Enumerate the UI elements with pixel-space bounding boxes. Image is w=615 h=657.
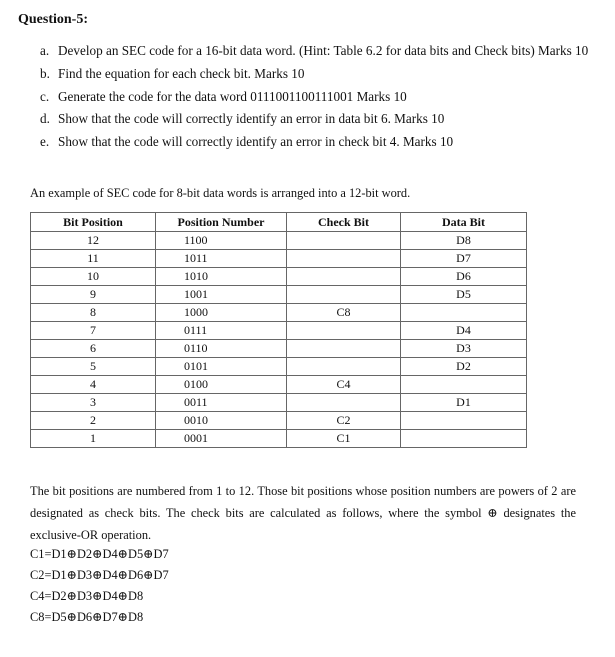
header-position-number: Position Number: [156, 213, 287, 232]
table-header-row: [31, 213, 527, 232]
cell-bit-position: 8: [31, 304, 156, 322]
cell-bit-position: 5: [31, 358, 156, 376]
cell-bit-position: 6: [31, 340, 156, 358]
cell-check-bit: [287, 358, 401, 376]
list-item: [40, 108, 588, 131]
table-intro: An example of SEC code for 8-bit data words is arranged into a 12-bit word.: [30, 186, 411, 200]
cell-data-bit: [401, 304, 527, 322]
cell-position-number: 0110: [156, 340, 287, 358]
cell-position-number: 0111: [156, 322, 287, 340]
cell-data-bit: D4: [401, 322, 527, 340]
cell-data-bit: D8: [401, 232, 527, 250]
page-title: Question-5:: [18, 12, 88, 27]
cell-bit-position: 9: [31, 286, 156, 304]
cell-position-number: 0100: [156, 376, 287, 394]
item-text: Show that the code will correctly identify an error in check bit 4. Marks 10: [58, 134, 454, 150]
cell-check-bit: [287, 340, 401, 358]
cell-check-bit: C4: [287, 376, 401, 394]
cell-check-bit: [287, 250, 401, 268]
item-text: Find the equation for each check bit. Marks 10: [58, 65, 305, 81]
item-text: Show that the code will correctly identify an error in data bit 6. Marks 10: [58, 111, 445, 127]
table-row: [31, 412, 527, 430]
table-row: [31, 358, 527, 376]
cell-data-bit: [401, 430, 527, 448]
cell-check-bit: [287, 268, 401, 286]
cell-bit-position: 1: [31, 430, 156, 448]
table-row: [31, 394, 527, 412]
table-row: [31, 268, 527, 286]
cell-position-number: 1011: [156, 250, 287, 268]
header-bit-position: Bit Position: [31, 213, 156, 232]
cell-check-bit: C2: [287, 412, 401, 430]
cell-check-bit: [287, 322, 401, 340]
cell-data-bit: D2: [401, 358, 527, 376]
cell-position-number: 1001: [156, 286, 287, 304]
cell-data-bit: [401, 376, 527, 394]
sec-code-table: [30, 212, 527, 448]
list-item: [40, 63, 588, 86]
cell-position-number: 0101: [156, 358, 287, 376]
cell-data-bit: D7: [401, 250, 527, 268]
cell-check-bit: [287, 286, 401, 304]
cell-position-number: 0011: [156, 394, 287, 412]
header-check-bit: Check Bit: [287, 213, 401, 232]
table-row: [31, 286, 527, 304]
equation-c1: C1=D1⊕D2⊕D4⊕D5⊕D7: [30, 547, 169, 561]
cell-bit-position: 2: [31, 412, 156, 430]
item-text: Generate the code for the data word 0111001100111001 Marks 10: [58, 88, 407, 104]
question-list: [40, 40, 588, 154]
equation-c8: C8=D5⊕D6⊕D7⊕D8: [30, 610, 144, 624]
item-letter: d.: [40, 111, 50, 127]
cell-data-bit: D6: [401, 268, 527, 286]
table-row: [31, 304, 527, 322]
item-text: Develop an SEC code for a 16-bit data word. (Hint: Table 6.2 for data bits and Check bits) Marks 10: [58, 43, 589, 58]
cell-position-number: 1000: [156, 304, 287, 322]
list-item: [40, 131, 588, 154]
table-row: [31, 322, 527, 340]
cell-check-bit: C8: [287, 304, 401, 322]
list-item: [40, 86, 588, 109]
item-letter: b.: [40, 65, 50, 81]
cell-data-bit: D3: [401, 340, 527, 358]
cell-data-bit: D5: [401, 286, 527, 304]
cell-bit-position: 11: [31, 250, 156, 268]
item-letter: c.: [40, 88, 50, 104]
table-row: [31, 340, 527, 358]
cell-data-bit: D1: [401, 394, 527, 412]
equation-c4: C4=D2⊕D3⊕D4⊕D8: [30, 589, 144, 603]
item-letter: e.: [40, 134, 50, 150]
list-item: [40, 40, 588, 63]
cell-position-number: 0010: [156, 412, 287, 430]
cell-check-bit: [287, 232, 401, 250]
item-letter: a.: [40, 43, 50, 58]
cell-bit-position: 7: [31, 322, 156, 340]
table-row: [31, 430, 527, 448]
cell-bit-position: 12: [31, 232, 156, 250]
explanation-paragraph: The bit positions are numbered from 1 to 12. Those bit positions whose position numbers are powers of 2 are designated as check bits. The check bits are calculated as follows, where the symbol ⊕ designates the exclusive-OR operation.: [30, 484, 576, 542]
cell-check-bit: [287, 394, 401, 412]
cell-bit-position: 10: [31, 268, 156, 286]
cell-position-number: 0001: [156, 430, 287, 448]
table-row: [31, 376, 527, 394]
check-bit-equations: [30, 544, 169, 628]
cell-position-number: 1010: [156, 268, 287, 286]
cell-check-bit: C1: [287, 430, 401, 448]
equation-c2: C2=D1⊕D3⊕D4⊕D6⊕D7: [30, 568, 169, 582]
header-data-bit: Data Bit: [401, 213, 527, 232]
cell-data-bit: [401, 412, 527, 430]
table-row: [31, 232, 527, 250]
cell-bit-position: 4: [31, 376, 156, 394]
table-row: [31, 250, 527, 268]
cell-position-number: 1100: [156, 232, 287, 250]
cell-bit-position: 3: [31, 394, 156, 412]
